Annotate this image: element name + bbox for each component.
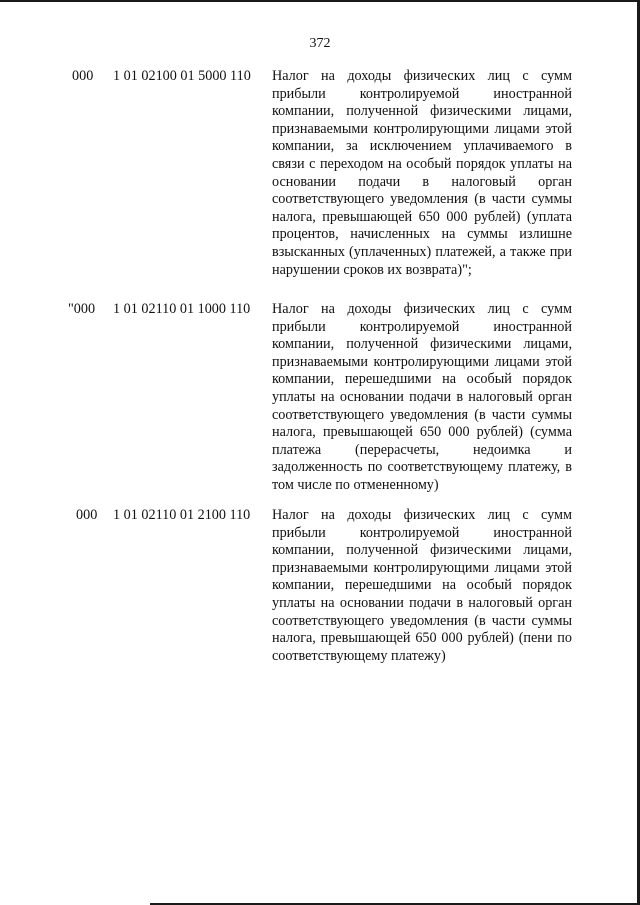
row-description: Налог на доходы физических лиц с сумм прибыли контролируемой иностранной компании, полученной физическими лицами, признаваемыми контролирующими лицами этой компании, за исключением уплачиваемого в связи с переходом на особый порядок уплаты на основании подачи в налоговый орган соответствующего уведомления (в части суммы налога, превышающей 650 000 рублей) (уплата процентов, начисленных на суммы излишне взысканных (уплаченных) платежей, а также при нарушении сроков их возврата)"; xyxy=(272,68,572,278)
page-number: 372 xyxy=(309,36,331,51)
kbk-code: 1 01 02110 01 1000 110 xyxy=(113,301,251,317)
row-description: Налог на доходы физических лиц с сумм прибыли контролируемой иностранной компании, полученной физическими лицами, признаваемыми контролирующими лицами этой компании, перешедшими на особый порядок уплаты на основании подачи в налоговый орган соответствующего уведомления (в части суммы налога, превышающей 650 000 рублей) (сумма платежа (перерасчеты, недоимка и задолженность по соответствующему платежу, в том числе по отмененному) xyxy=(272,301,572,493)
scan-border-top xyxy=(0,0,640,2)
row-description: Налог на доходы физических лиц с сумм прибыли контролируемой иностранной компании, полученной физическими лицами, признаваемыми контролирующими лицами этой компании, перешедшими на особый порядок уплаты на основании подачи в налоговый орган соответствующего уведомления (в части суммы налога, превышающей 650 000 рублей) (пени по соответствующему платежу) xyxy=(272,507,572,664)
admin-code: "000 xyxy=(68,301,96,317)
admin-code: 000 xyxy=(72,68,94,84)
admin-code: 000 xyxy=(76,507,98,523)
kbk-code: 1 01 02110 01 2100 110 xyxy=(113,507,251,523)
kbk-code: 1 01 02100 01 5000 110 xyxy=(113,68,251,84)
